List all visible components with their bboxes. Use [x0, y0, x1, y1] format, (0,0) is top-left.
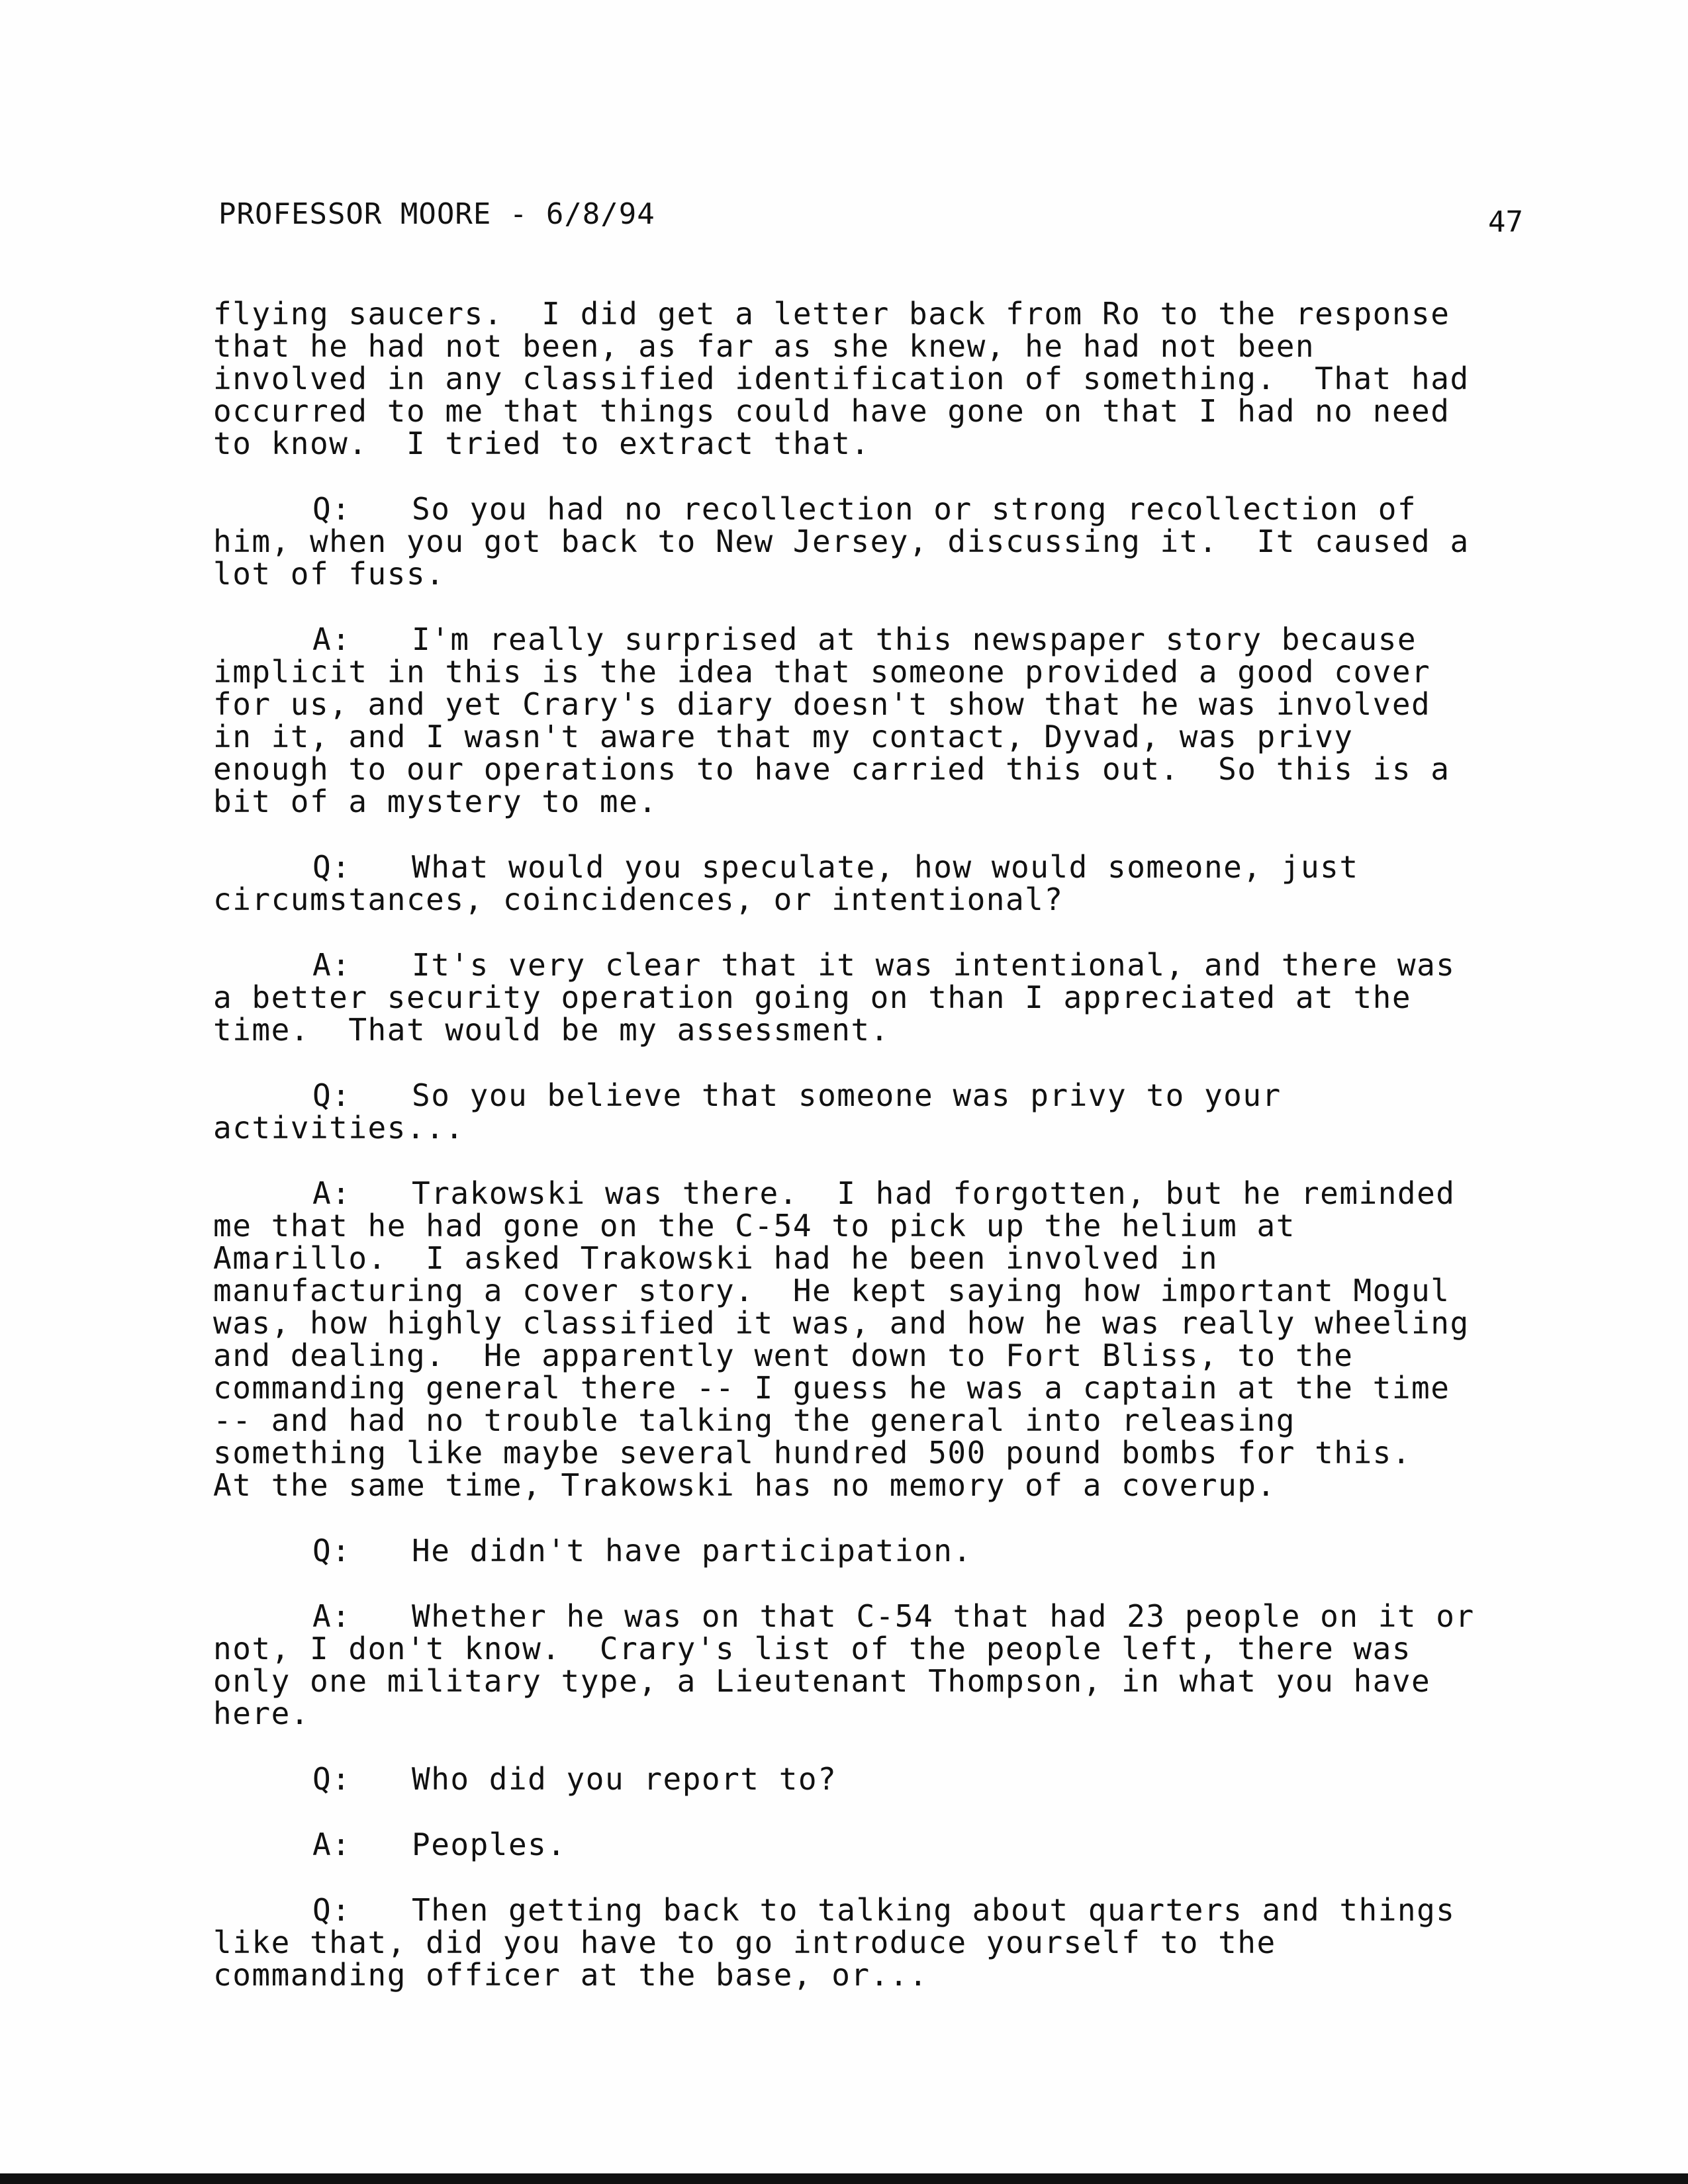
header-title: PROFESSOR MOORE - 6/8/94 [218, 197, 655, 231]
line-text: lot of fuss. [213, 556, 445, 592]
line-text: Trakowski was there. I had forgotten, but he reminded [412, 1175, 1456, 1211]
transcript-paragraph [213, 298, 1537, 460]
transcript-paragraph [213, 623, 1537, 818]
transcript-line [213, 1079, 1537, 1112]
line-text: commanding general there -- I guess he was a captain at the time [213, 1370, 1450, 1406]
transcript-line [213, 1959, 1537, 1991]
page-number: 47 [1488, 205, 1523, 239]
transcript-line [213, 1014, 1537, 1046]
speaker-label: A: [312, 1598, 352, 1634]
line-text: was, how highly classified it was, and how he was really wheeling [213, 1305, 1470, 1341]
line-text: He didn't have participation. [412, 1533, 972, 1569]
speaker-label: A: [312, 1175, 352, 1211]
transcript-line [213, 1763, 1537, 1796]
transcript-line [213, 1112, 1537, 1144]
line-text: bit of a mystery to me. [213, 784, 658, 819]
line-text: -- and had no trouble talking the general into releasing [213, 1402, 1295, 1438]
line-text: not, I don't know. Crary's list of the people left, there was [213, 1631, 1412, 1666]
transcript-line [213, 786, 1537, 818]
line-text: Who did you report to? [412, 1761, 837, 1797]
transcript-paragraph [213, 1829, 1537, 1861]
line-text: flying saucers. I did get a letter back from Ro to the response [213, 296, 1450, 332]
line-text: manufacturing a cover story. He kept saying how important Mogul [213, 1273, 1450, 1308]
transcript-paragraph [213, 493, 1537, 590]
line-text: So you believe that someone was privy to your [412, 1077, 1282, 1113]
line-text: activities... [213, 1110, 465, 1146]
transcript-line [213, 1535, 1537, 1567]
line-text: Then getting back to talking about quarters and things [412, 1892, 1456, 1928]
line-text: Amarillo. I asked Trakowski had he been involved in [213, 1240, 1219, 1276]
line-text: It's very clear that it was intentional, and there was [412, 947, 1456, 983]
line-text: So you had no recollection or strong recollection of [412, 491, 1417, 527]
transcript-line [213, 851, 1537, 884]
speaker-label: Q: [312, 1077, 352, 1113]
transcript-line [213, 1210, 1537, 1242]
line-text: something like maybe several hundred 500 pound bombs for this. [213, 1435, 1412, 1471]
transcript-paragraph [213, 851, 1537, 916]
transcript-line [213, 721, 1537, 753]
line-text: occurred to me that things could have gone on that I had no need [213, 393, 1450, 429]
transcript-line [213, 1894, 1537, 1927]
speaker-label: Q: [312, 849, 352, 885]
transcript-line [213, 525, 1537, 558]
transcript-line [213, 753, 1537, 786]
line-text: implicit in this is the idea that someone provided a good cover [213, 654, 1431, 690]
transcript-line [213, 981, 1537, 1014]
transcript-line [213, 1307, 1537, 1340]
line-text: a better security operation going on than I appreciated at the [213, 979, 1412, 1015]
line-text: Whether he was on that C-54 that had 23 people on it or [412, 1598, 1475, 1634]
transcript-line [213, 363, 1537, 395]
transcript-line [213, 1600, 1537, 1633]
transcript-paragraph [213, 1177, 1537, 1502]
transcript-body [213, 298, 1537, 2025]
transcript-paragraph [213, 1763, 1537, 1796]
line-text: Peoples. [412, 1827, 567, 1862]
transcript-line [213, 1829, 1537, 1861]
transcript-line [213, 1372, 1537, 1404]
transcript-paragraph [213, 1535, 1537, 1567]
line-text: I'm really surprised at this newspaper story because [412, 621, 1417, 657]
transcript-line [213, 884, 1537, 916]
transcript-line [213, 1469, 1537, 1502]
transcript-paragraph [213, 1079, 1537, 1144]
line-text: that he had not been, as far as she knew, he had not been [213, 328, 1315, 364]
speaker-label: Q: [312, 1761, 352, 1797]
line-text: to know. I tried to extract that. [213, 426, 870, 461]
transcript-line [213, 1437, 1537, 1469]
speaker-label: Q: [312, 1533, 352, 1569]
transcript-line [213, 688, 1537, 721]
transcript-line [213, 623, 1537, 656]
transcript-line [213, 1404, 1537, 1437]
transcript-line [213, 558, 1537, 590]
transcript-line [213, 1275, 1537, 1307]
line-text: in it, and I wasn't aware that my contact, Dyvad, was privy [213, 719, 1354, 754]
line-text: At the same time, Trakowski has no memory of a coverup. [213, 1467, 1276, 1503]
transcript-line [213, 428, 1537, 460]
line-text: enough to our operations to have carried this out. So this is a [213, 751, 1450, 787]
transcript-paragraph [213, 1600, 1537, 1730]
line-text: only one military type, a Lieutenant Thompson, in what you have [213, 1663, 1431, 1699]
transcript-line [213, 1698, 1537, 1730]
line-text: him, when you got back to New Jersey, discussing it. It caused a [213, 523, 1470, 559]
transcript-paragraph [213, 949, 1537, 1046]
line-text: involved in any classified identification of something. That had [213, 361, 1470, 396]
speaker-label: Q: [312, 1892, 352, 1928]
transcript-line [213, 298, 1537, 330]
transcript-line [213, 1340, 1537, 1372]
speaker-label: Q: [312, 491, 352, 527]
line-text: for us, and yet Crary's diary doesn't show that he was involved [213, 686, 1431, 722]
speaker-label: A: [312, 621, 352, 657]
transcript-paragraph [213, 1894, 1537, 1991]
transcript-line [213, 1633, 1537, 1665]
speaker-label: A: [312, 947, 352, 983]
transcript-line [213, 395, 1537, 428]
line-text: commanding officer at the base, or... [213, 1957, 929, 1993]
transcript-line [213, 330, 1537, 363]
line-text: circumstances, coincidences, or intentional? [213, 882, 1064, 917]
line-text: and dealing. He apparently went down to Fort Bliss, to the [213, 1338, 1354, 1373]
line-text: me that he had gone on the C-54 to pick up the helium at [213, 1208, 1295, 1244]
transcript-line [213, 949, 1537, 981]
scan-edge-bar [0, 2173, 1688, 2184]
transcript-line [213, 656, 1537, 688]
line-text: What would you speculate, how would someone, just [412, 849, 1359, 885]
line-text: time. That would be my assessment. [213, 1012, 890, 1048]
transcript-line [213, 1242, 1537, 1275]
transcript-line [213, 1665, 1537, 1698]
transcript-line [213, 1177, 1537, 1210]
transcript-line [213, 493, 1537, 525]
line-text: here. [213, 1696, 310, 1731]
line-text: like that, did you have to go introduce yourself to the [213, 1925, 1276, 1960]
transcript-line [213, 1927, 1537, 1959]
speaker-label: A: [312, 1827, 352, 1862]
